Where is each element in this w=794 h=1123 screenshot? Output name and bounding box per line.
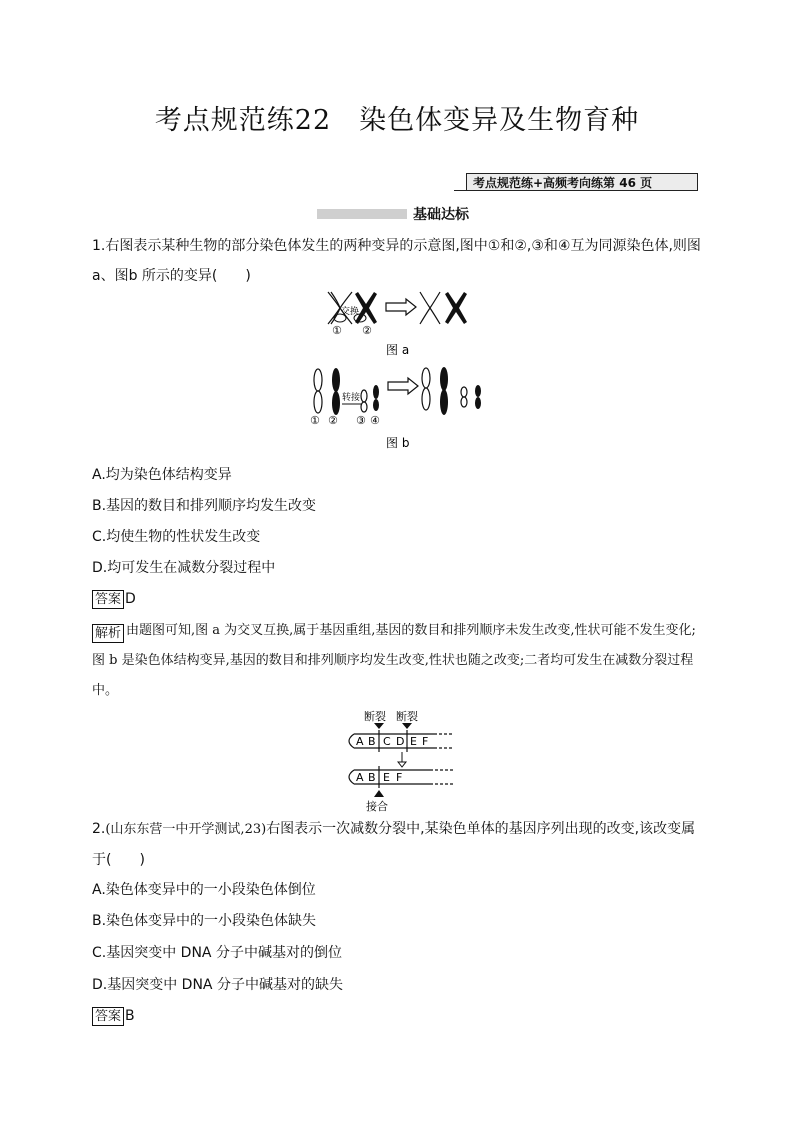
fig-b-chromosome-2 bbox=[332, 368, 340, 415]
fig-b-chromosome-2-after bbox=[440, 367, 448, 415]
q1-answer-tag: 答案 bbox=[92, 590, 124, 609]
fig2-break-1-marker bbox=[374, 723, 384, 729]
q2-number: 2. bbox=[92, 821, 106, 837]
section-title: 基础达标 bbox=[413, 207, 469, 223]
fig-b-chromosome-3 bbox=[361, 390, 367, 412]
q2-stem-text: 右图表示一次减数分裂中,某染色单体的基因序列出现的改变,该改变属于( ) bbox=[92, 821, 696, 868]
q2-option-a: A.染色体变异中的一小段染色体倒位 bbox=[92, 882, 316, 898]
fig-a-label-1: ① bbox=[332, 324, 342, 337]
fig2-join-marker bbox=[374, 790, 384, 797]
fig2-down-arrow bbox=[398, 752, 406, 767]
fig-b-chromosome-3-after bbox=[461, 387, 467, 407]
q1-analysis: 由题图可知,图 a 为交叉互换,属于基因重组,基因的数目和排列顺序未发生改变,性状可能不发生变化;图 b 是染色体结构变异,基因的数目和排列顺序均发生改变,性状也随之改变;二者均可发生在减数分裂过程中。 bbox=[92, 623, 696, 698]
q1-option-d: D.均可发生在减数分裂过程中 bbox=[92, 560, 276, 576]
fig-a-caption: 图 a bbox=[386, 343, 410, 357]
fig2-bottom-gene: F bbox=[396, 771, 403, 784]
q1-answer: D bbox=[125, 591, 136, 607]
fig-b-chromosome-4-after bbox=[475, 385, 481, 409]
figure-a bbox=[318, 288, 478, 358]
fig-a-chromosome-1-right bbox=[420, 292, 440, 324]
section-bar bbox=[317, 209, 407, 219]
q1-analysis-tag: 解析 bbox=[92, 624, 124, 643]
fig-b-label-1: ① bbox=[310, 414, 320, 427]
fig-b-chromosome-1-after bbox=[422, 368, 430, 410]
fig2-break-2-marker bbox=[402, 723, 412, 729]
q1-option-a: A.均为染色体结构变异 bbox=[92, 467, 232, 483]
fig2-top-gene: D bbox=[396, 735, 405, 748]
q2-stem bbox=[92, 814, 704, 875]
fig2-join-label: 接合 bbox=[366, 800, 388, 813]
fig2-top-gene: F bbox=[422, 735, 429, 748]
fig-b-arrow bbox=[388, 378, 418, 394]
q1-answer-line bbox=[92, 589, 136, 609]
figure-b bbox=[308, 366, 488, 454]
fig-b-chromosome-1 bbox=[314, 369, 322, 413]
fig-a-exchange-label: 交换 bbox=[341, 307, 360, 317]
q1-option-b: B.基因的数目和排列顺序均发生改变 bbox=[92, 498, 317, 514]
fig-a-label-2: ② bbox=[362, 324, 372, 337]
q2-answer: B bbox=[125, 1008, 135, 1024]
fig2-top-genes bbox=[356, 735, 428, 748]
fig-b-transfer-label: 转接 bbox=[342, 393, 361, 403]
fig-b-caption: 图 b bbox=[386, 436, 410, 450]
q2-source: (山东东营一中开学测试,23) bbox=[105, 822, 267, 837]
q2-option-b: B.染色体变异中的一小段染色体缺失 bbox=[92, 913, 317, 929]
reference-box: 考点规范练+高频考向练第 46 页 bbox=[466, 173, 698, 191]
figure-2 bbox=[342, 708, 454, 814]
fig-b-chromosome-4 bbox=[373, 385, 379, 411]
fig2-top-gene: A bbox=[356, 735, 364, 748]
fig-a-chromosome-2-right bbox=[445, 292, 467, 324]
q2-option-c: C.基因突变中 DNA 分子中碱基对的倒位 bbox=[92, 945, 342, 961]
fig-a-arrow bbox=[386, 299, 416, 315]
fig-b-label-4: ④ bbox=[370, 414, 380, 427]
fig2-bottom-gene: B bbox=[368, 771, 376, 784]
fig2-bottom-gene: E bbox=[383, 771, 390, 784]
q2-answer-line bbox=[92, 1006, 135, 1026]
q1-option-c: C.均使生物的性状发生改变 bbox=[92, 529, 261, 545]
q1-stem: 1.右图表示某种生物的部分染色体发生的两种变异的示意图,图中①和②,③和④互为同源染色体,则图a、图b 所示的变异( ) bbox=[92, 238, 701, 284]
fig2-top-gene: B bbox=[368, 735, 376, 748]
fig2-break-2: 断裂 bbox=[396, 710, 418, 723]
fig2-top-gene: C bbox=[383, 735, 391, 748]
fig-b-label-3: ③ bbox=[356, 414, 366, 427]
fig2-break-1: 断裂 bbox=[364, 710, 386, 723]
page-title: 考点规范练22 染色体变异及生物育种 bbox=[154, 105, 640, 136]
fig2-top-gene: E bbox=[410, 735, 417, 748]
fig2-bottom-gene: A bbox=[356, 771, 364, 784]
fig-b-label-2: ② bbox=[328, 414, 338, 427]
q2-answer-tag: 答案 bbox=[92, 1007, 124, 1026]
q2-option-d: D.基因突变中 DNA 分子中碱基对的缺失 bbox=[92, 977, 343, 993]
